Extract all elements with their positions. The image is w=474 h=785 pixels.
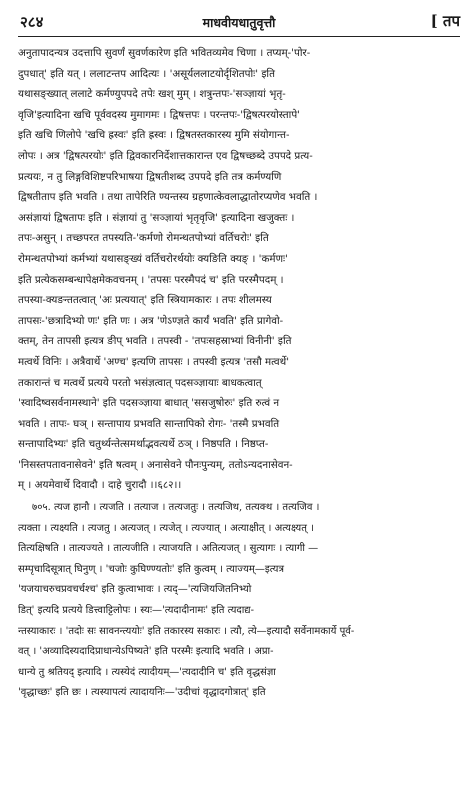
text-line: डित्' इत्यदि प्रत्यये डित्त्वाट्टिलोपः । स्यः—'त्यदादीनामः' इति त्यदाद्य- (18, 605, 254, 617)
text-line: दुपधात्' इति यत् । ललाटन्तप आदित्यः । 'असूर्यललाटयोर्दृशितपोः' इति (18, 67, 275, 80)
section-marker: [ तप (430, 12, 460, 30)
text-line: असंज्ञायां द्विषतापः इति । संज्ञायां तु 'सञ्ज्ञायां भृतृवृजि' इत्यादिना खजुक्तः । (18, 211, 295, 224)
text-line: त्यक्ता । त्यक्ष्यति । त्यजतु । अत्यजत् । त्यजेत् । त्यज्यात् । अत्याक्षीत् । अत्यक्ष्यत् । (18, 522, 314, 534)
text-line: द्विषतीताप इति भवति । तथा तापेरिति ण्यन्तस्य ग्रहणात्केवलाद्धातोरप्यणेव भवति । (18, 191, 318, 204)
page-number: २८४ (20, 13, 44, 31)
text-line: तपस्या-क्यङन्ततत्वात् 'अः प्रत्ययात्' इति स्त्रियामकारः । तपः शीलमस्य (18, 294, 272, 307)
sutra-heading-line: ७०५. त्यज हानौ । त्यजति । तत्याज । तत्यजतुः । तत्यजिथ, तत्यक्थ । तत्यजिव । (32, 502, 320, 514)
paragraph-tapa (18, 43, 460, 496)
text-line: लोपः । अत्र 'द्विषत्परयोः' इति द्विवकारनिर्देशात्तकारान्त एव द्विषच्छब्दे उपपदे प्रत्य- (18, 149, 313, 162)
text-line: म् । अयमेवार्थे दिवादौ । दाहे चुरादौ ।।६८२।। (18, 479, 182, 492)
text-line: 'निसस्तपतावनासेवने' इति षत्वम् । अनासेवने पौनःपुन्यम्, ततोऽन्यदनासेवन- (18, 458, 293, 471)
text-line: इति प्रत्येकसम्बन्धापेक्षमेकवचनम् । 'तपसः परस्मैपदं च' इति परस्मैपदम् । (18, 273, 284, 286)
text-line: रोमन्थतपोभ्यां कर्मभ्यां यथासङ्ख्यं वर्तिचरोरर्थयोः क्यङिति क्यङ् । 'कर्मणः' (18, 252, 288, 265)
text-line: वत् । 'अव्यादिस्यदादिप्राधान्येऽपिष्यते' इति परस्मैः इत्यादि भवति । अप्रा- (18, 646, 274, 658)
paragraph-tyaja (18, 498, 460, 704)
text-line: 'वृद्धाच्छः' इति छः । त्यस्यापत्यं त्यादायनिः—'उदीचां वृद्धादगोत्रात्' इति (18, 687, 266, 699)
text-line: तित्यक्षिषति । तात्यज्यते । तात्यजीति । त्याजयति । अतित्यजत् । सुत्यागः । त्यागी — (18, 543, 319, 555)
text-line: 'यजयाचरुचप्रवचर्चश्च' इति कुत्वाभावः । त्यद्—'त्यजियजितनिभ्यो (18, 584, 252, 596)
text-line: तपः-असुन् । तच्छपरत तपस्यति-'कर्मणो रोमन्थतपोभ्यां वर्तिचरोः' इति (18, 232, 269, 245)
text-line: 'स्वादिष्वसर्वनामस्थाने' इति पदसञ्ज्ञाया बाधात् 'ससजुषोरुः' इति रुत्वं न (18, 397, 280, 410)
text-line: सन्तापादिभ्यः' इति चतुर्थ्यन्तेत्समर्थाद्भवत्यर्थे ठञ् । निष्ठपति । निष्ठप्त- (18, 438, 269, 451)
text-line: यथासङ्ख्यात् ललाटे कर्मण्युपपदे तपेः खश् मुम् । शत्रुन्तपः-'सञ्ज्ञायां भृतृ- (18, 88, 286, 101)
text-line: भवति । तापः- घञ् । सन्तापाय प्रभवति सान्तापिको रोगः- 'तस्मै प्रभवति (18, 417, 280, 430)
text-line: सम्पृचादिसूत्रात् घिनुण् । 'चजोः कुघिण्ण्यतोः' इति कुत्वम् । त्याज्यम्—इत्यत्र (18, 563, 284, 575)
text-line: क्तम्, तेन तापसी इत्यत्र ङीप् भवति । तपस्वी - 'तपःसहस्राभ्यां विनीनी' इति (18, 335, 292, 348)
text-line: प्रत्ययः, न तु लिङ्गविशिष्टपरिभाषया द्विषतीशब्द उपपदे इति तत्र कर्मण्यणि (18, 170, 282, 183)
text-line: तापसः-'छत्रादिभ्यो णः' इति णः । अत्र 'णेऽण्ज्ञते कार्यं भवति' इति प्रागेवो- (18, 314, 284, 327)
running-title: माधवीयधातुवृत्तौ (202, 15, 276, 30)
text-line: तकारान्तं च मत्वर्थे प्रत्यये परतो भसंज्ञत्वात् पदसञ्ज्ञायाः बाधकत्वात् (18, 376, 262, 389)
text-line: वृजि'इत्यादिना खचि पूर्ववदस्य मुमागमः । द्विषत्तपः । परन्तपः-'द्विषत्परयोस्तापे' (18, 108, 301, 121)
text-line: इति खचि णिलोपे 'खचि ह्रस्वः' इति ह्रस्वः । द्विषतस्तकारस्य मुमि संयोगान्त- (18, 129, 290, 142)
text-line: अनुतापादन्यत्र उदत्तापि सुवर्णं सुवर्णकारेण इति भवितव्यमेव चिणा । तप्यम्-'पोर- (18, 47, 311, 59)
text-line: धान्ये तु श्रतियद् इत्यादि । त्यस्येदं त्यादीयम्—'त्यदादीनि च' इति वृद्धसंज्ञा (18, 666, 276, 678)
text-line: मत्वर्थे विनिः । अत्रैवार्थे 'अण्च' इत्यणि तापसः । तपस्वी इत्यत्र 'तसौ मत्वर्थे' (18, 355, 290, 368)
text-line: न्तस्याकारः । 'तदोः सः सावनन्त्ययोः' इति तकारस्य सकारः । त्यौ, त्ये—इत्यादौ सर्वेनामकार्ये पूर्व- (18, 625, 355, 637)
page-header (18, 10, 460, 37)
